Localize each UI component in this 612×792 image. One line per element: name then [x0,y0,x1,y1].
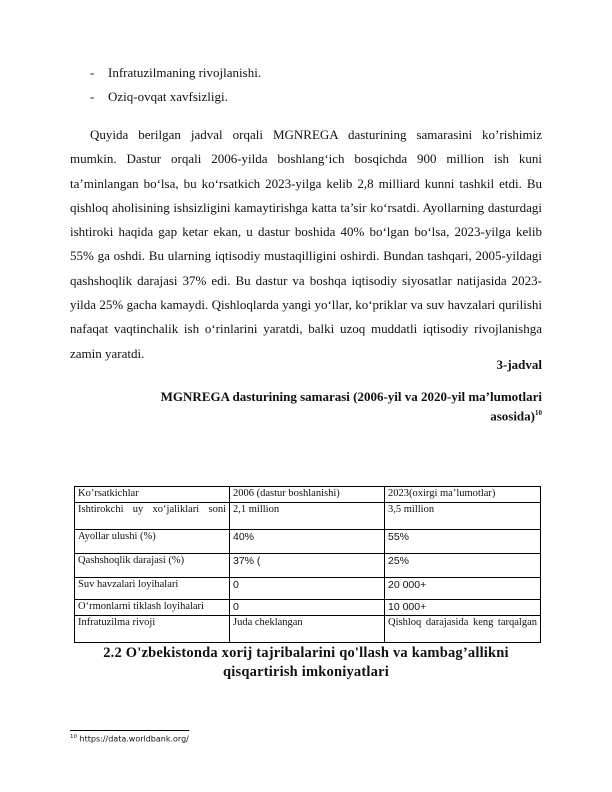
table-cell: Infratuzilma rivoji [75,616,230,643]
table-row [75,530,541,554]
bullet-dash: - [90,89,95,104]
table-cell: 37% ( [230,554,385,578]
table-cell: 3,5 million [385,503,541,530]
bullet-dash: - [90,65,95,80]
data-table [74,486,541,643]
table-cell: Qashshoqlik darajasi (%) [75,554,230,578]
header-cell: Ko’rsatkichlar [75,487,230,503]
footnote-text: https://data.worldbank.org/ [77,734,189,744]
table-cell: Qishloq darajasida keng tarqalgan [385,616,541,643]
table-cell: 20 000+ [385,578,541,600]
table-caption-text: MGNREGA dasturining samarasi (2006-yil va 2020-yil ma’lumotlari asosida) [160,389,542,424]
table-cell: 0 [230,600,385,616]
table-cell: Ishtirokchi uy xo‘jaliklari soni [75,503,230,530]
footnote-divider [70,730,189,731]
table-caption [110,389,542,424]
table-cell: 55% [385,530,541,554]
table-row [75,578,541,600]
header-cell: 2023(oxirgi ma’lumotlar) [385,487,541,503]
table-label: 3-jadval [496,357,542,372]
table-cell: O‘rmonlarni tiklash loyihalari [75,600,230,616]
table-cell: 2,1 million [230,503,385,530]
table-cell: 40% [230,530,385,554]
table-row [75,554,541,578]
header-cell: 2006 (dastur boshlanishi) [230,487,385,503]
table-cell: Ayollar ulushi (%) [75,530,230,554]
footnote-ref: 10 [535,409,542,417]
table-header-row [75,487,541,503]
table-cell: 25% [385,554,541,578]
footnote-number: 10 [70,734,77,740]
table-cell: 10 000+ [385,600,541,616]
footnote [70,734,189,744]
bullet-text: Infratuzilmaning rivojlanishi. [108,65,262,80]
table-cell: 0 [230,578,385,600]
table-row [75,503,541,530]
table-row [75,600,541,616]
table-row [75,616,541,643]
table-cell: Suv havzalari loyihalari [75,578,230,600]
section-heading: 2.2 O'zbekistonda xorij tajribalarini qo'llash va kambag’allikni qisqartirish imkoniyatlari [103,645,509,680]
bullet-text: Oziq-ovqat xavfsizligi. [108,89,228,104]
body-paragraph: Quyida berilgan jadval orqali MGNREGA dasturining samarasini ko’rishimiz mumkin. Dastur orqali 2006-yilda boshlang‘ich bosqichda 900 million ish kuni ta’minlangan bo‘lsa, bu ko‘rsatkich 2023-yilga kelib 2,8 milliard kunni tashkil etdi. Bu qishloq aholisining ishsizligini kamaytirishga katta ta’sir ko‘rsatdi. Ayollarning dasturdagi ishtiroki haqida gap ketar ekan, u dastur boshida 40% bo‘lgan bo‘lsa, 2023-yilga kelib 55% ga oshdi. Bu ularning iqtisodiy mustaqilligini oshirdi. Bundan tashqari, 2005-yildagi qashshoqlik darajasi 37% edi. Bu dastur va boshqa iqtisodiy siyosatlar natijasida 2023-yilda 25% gacha kamaydi. Qishloqlarda yangi yo‘llar, ko‘priklar va suv havzalari qurilishi nafaqat vaqtinchalik ish o‘rinlarini yaratdi, balki uzoq muddatli iqtisodiy rivojlanishga zamin yaratdi. [70,127,542,361]
table-cell: Juda cheklangan [230,616,385,643]
